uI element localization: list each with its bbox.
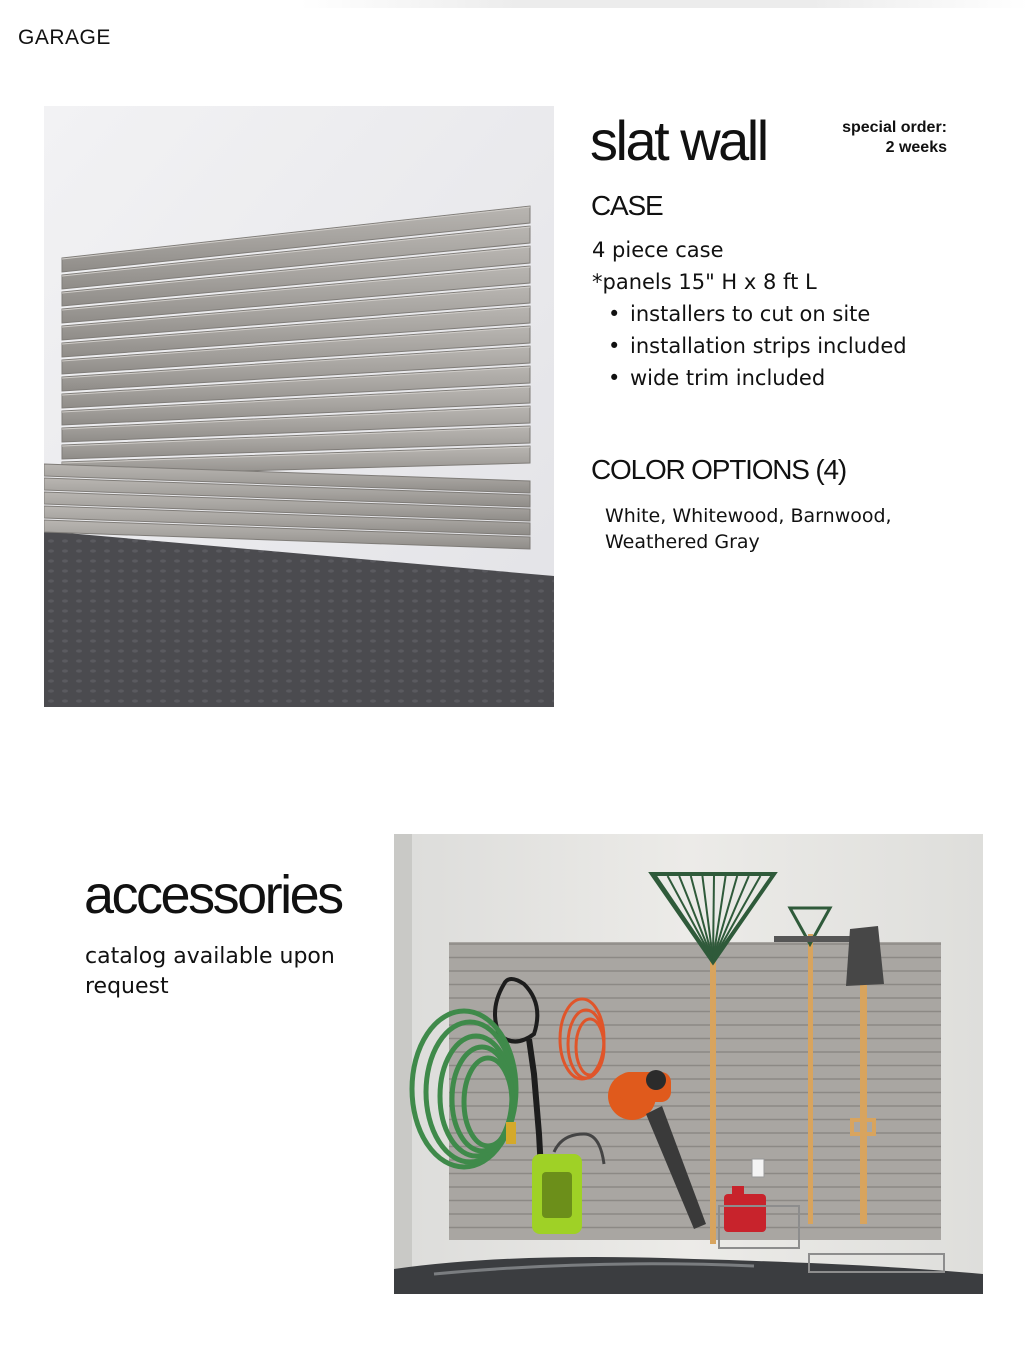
slat-wall-photo — [44, 106, 554, 707]
color-options-list: White, Whitewood, Barnwood, Weathered Gray — [605, 505, 892, 553]
case-line: *panels 15" H x 8 ft L — [592, 270, 817, 294]
case-line: 4 piece case — [592, 238, 724, 262]
category-heading: GARAGE — [18, 26, 111, 49]
special-order-label: special order: — [842, 119, 947, 136]
special-order-duration: 2 weeks — [885, 139, 947, 156]
slat-wall-title: slat wall — [590, 109, 767, 172]
accessories-title: accessories — [84, 865, 342, 925]
catalog-note: catalog available upon request — [85, 944, 335, 999]
case-bullet-list — [608, 298, 907, 394]
list-item: • installers to cut on site — [608, 298, 907, 330]
case-heading: CASE — [591, 190, 663, 221]
list-item: • installation strips included — [608, 330, 907, 362]
list-item: • wide trim included — [608, 362, 907, 394]
accessories-photo — [394, 834, 983, 1294]
case-details — [592, 234, 817, 298]
top-decorative-bar — [300, 0, 1029, 8]
special-order-note — [842, 118, 947, 158]
color-options-heading: COLOR OPTIONS (4) — [591, 454, 846, 485]
